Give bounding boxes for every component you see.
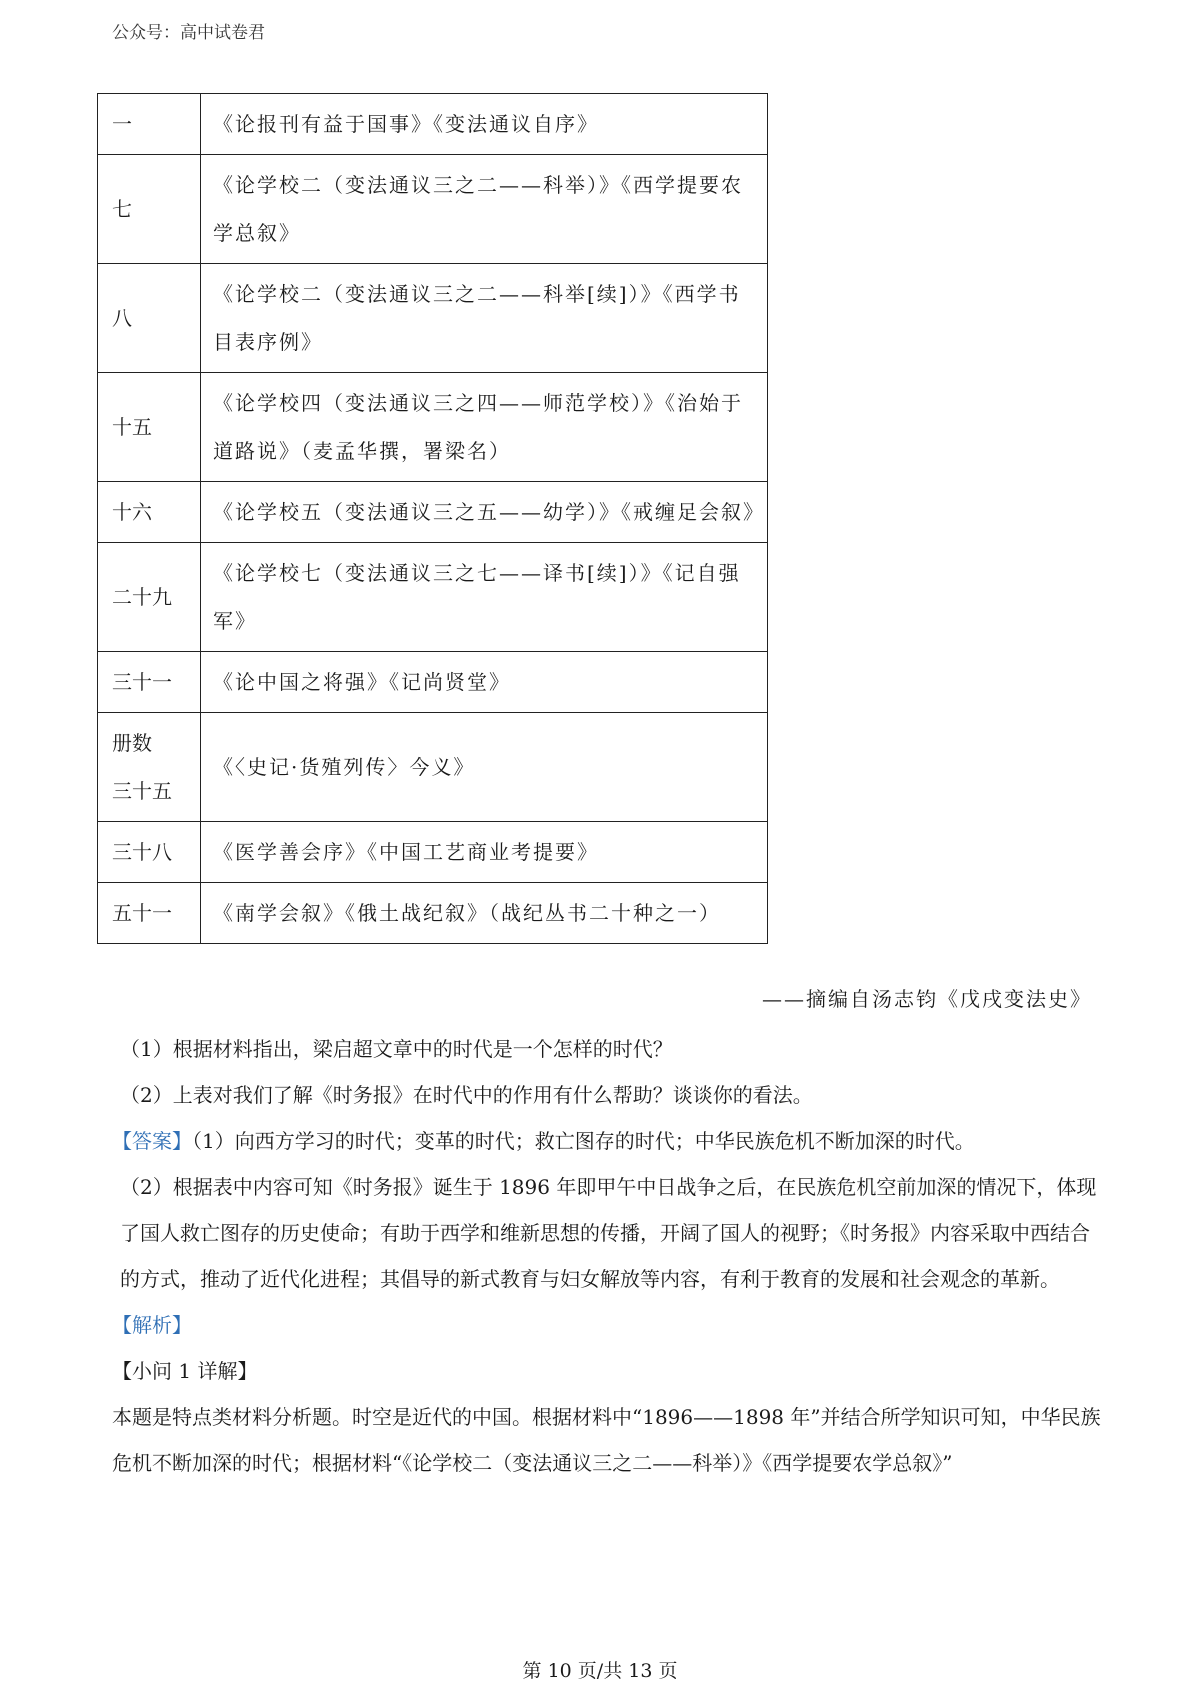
issue-number: 十六 [98, 482, 201, 543]
question-1: （1）根据材料指出，梁启超文章中的时代是一个怎样的时代？ [120, 1037, 673, 1061]
issue-number: 三十八 [98, 822, 201, 883]
article-titles: 《医学善会序》《中国工艺商业考提要》 [201, 822, 768, 883]
issue-number: 二十九 [98, 543, 201, 652]
body-text [112, 1026, 1102, 1486]
issue-number: 一 [98, 94, 201, 155]
table-row [98, 264, 768, 373]
table-row [98, 713, 768, 822]
article-titles: 《论中国之将强》《记尚贤堂》 [201, 652, 768, 713]
table-row [98, 543, 768, 652]
article-titles: 《论学校二（变法通议三之二——科举）》《西学提要农学总叙》 [201, 155, 768, 264]
table-row [98, 155, 768, 264]
article-titles: 《论学校四（变法通议三之四——师范学校）》《治始于道路说》（麦孟华撰，署梁名） [201, 373, 768, 482]
analysis-label: 【解析】 [112, 1313, 192, 1337]
article-titles: 《论学校二（变法通议三之二——科举[续]）》《西学书目表序例》 [201, 264, 768, 373]
article-titles: 《论学校五（变法通议三之五——幼学）》《戒缠足会叙》 [201, 482, 768, 543]
table-row [98, 94, 768, 155]
answer-label: 【答案】 [112, 1129, 192, 1153]
table-row [98, 482, 768, 543]
issue-number: 七 [98, 155, 201, 264]
table-row [98, 652, 768, 713]
article-table [97, 93, 768, 944]
issue-number: 三十一 [98, 652, 201, 713]
source-citation: ——摘编自汤志钧《戊戌变法史》 [762, 987, 1092, 1011]
answer-line [112, 1118, 1102, 1164]
issue-number: 五十一 [98, 883, 201, 944]
article-titles: 《论学校七（变法通议三之七——译书[续]）》《记自强军》 [201, 543, 768, 652]
answer-1: （1）向西方学习的时代；变革的时代；救亡图存的时代；中华民族危机不断加深的时代。 [192, 1129, 975, 1153]
issue-number: 八 [98, 264, 201, 373]
table-row [98, 822, 768, 883]
table-row [98, 883, 768, 944]
issue-number-line2: 三十五 [112, 779, 172, 803]
question-2: （2）上表对我们了解《时务报》在时代中的作用有什么帮助？谈谈你的看法。 [120, 1083, 813, 1107]
issue-number: 十五 [98, 373, 201, 482]
issue-number-line1: 册数 [112, 731, 152, 755]
sub-question-label: 【小问 1 详解】 [112, 1359, 258, 1383]
issue-number [98, 713, 201, 822]
analysis-text: 本题是特点类材料分析题。时空是近代的中国。根据材料中“1896——1898 年”并结合所学知识可知，中华民族危机不断加深的时代；根据材料“《论学校二（变法通议三之二——科举）》《西学提要农学总叙》” [112, 1405, 1101, 1475]
article-titles: 《南学会叙》《俄土战纪叙》（战纪丛书二十种之一） [201, 883, 768, 944]
answer-2: （2）根据表中内容可知《时务报》诞生于 1896 年即甲午中日战争之后，在民族危机空前加深的情况下，体现了国人救亡图存的历史使命；有助于西学和维新思想的传播，开阔了国人的视野；《时务报》内容采取中西结合的方式，推动了近代化进程；其倡导的新式教育与妇女解放等内容，有利于教育的发展和社会观念的革新。 [120, 1175, 1097, 1291]
article-titles: 《论报刊有益于国事》《变法通议自序》 [201, 94, 768, 155]
article-titles: 《〈史记·货殖列传〉今义》 [201, 713, 768, 822]
header-note: 公众号：高中试卷君 [112, 23, 265, 43]
page-number: 第 10 页/共 13 页 [522, 1660, 678, 1682]
table-row [98, 373, 768, 482]
